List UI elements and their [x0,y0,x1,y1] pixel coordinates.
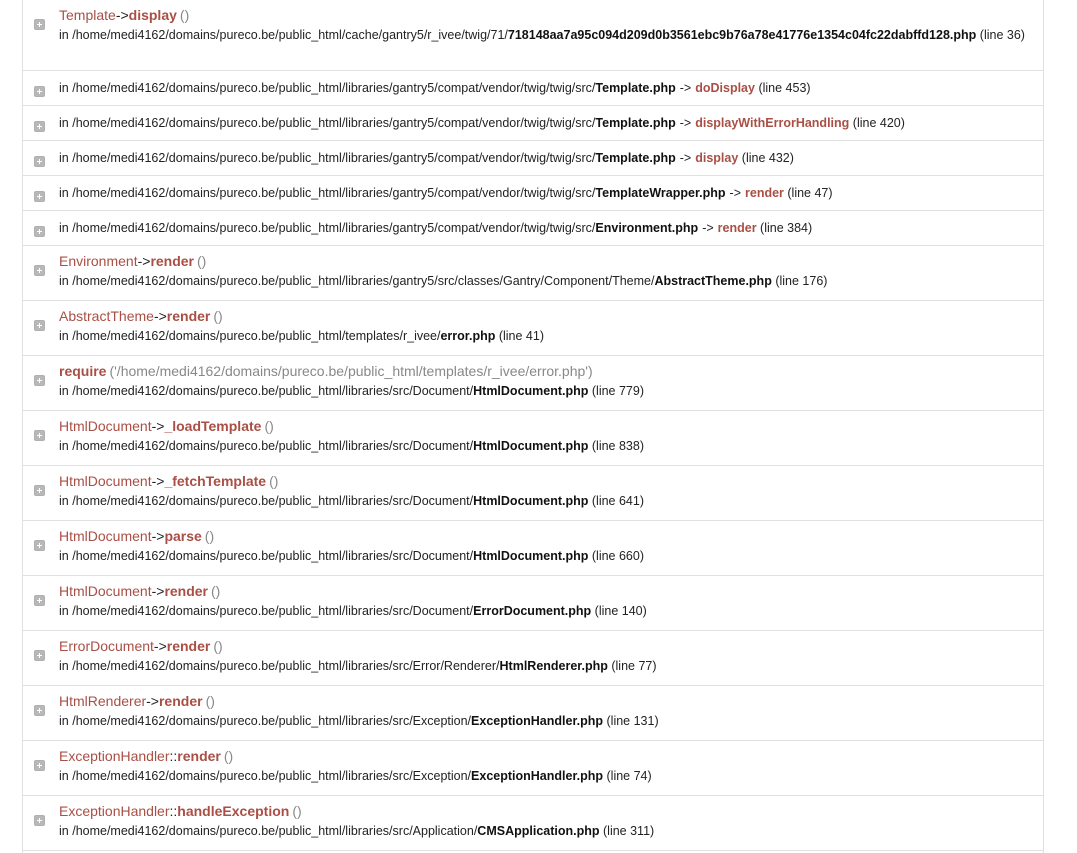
trace-frame [23,466,1043,521]
line-number: (line 176) [775,274,828,288]
file-name: HtmlRenderer.php [499,659,608,673]
file-name: HtmlDocument.php [473,494,589,508]
frame-operator: -> [151,528,165,544]
frame-function[interactable]: render [166,308,211,324]
trace-frame [23,141,1043,176]
file-name: 718148aa7a95c094d209d0b3561ebc9b76a78e41776e1354c04fc22dabffd128.php [507,28,977,42]
file-name: Template.php [595,116,676,130]
file-name: ExceptionHandler.php [471,714,604,728]
file-name: Template.php [595,151,676,165]
file-name: Template.php [595,81,676,95]
in-label: in [59,659,69,673]
file-path: /home/medi4162/domains/pureco.be/public_html/libraries/gantry5/compat/vendor/twig/twig/src/ [72,81,596,95]
file-path: /home/medi4162/domains/pureco.be/public_html/libraries/src/Document/ [72,604,474,618]
frame-operator: -> [137,253,151,269]
trace-frame [23,301,1043,356]
frame-location [59,712,659,730]
file-name: error.php [440,329,496,343]
frame-call [59,693,215,709]
expand-toggle-icon[interactable] [34,430,45,441]
frame-class: AbstractTheme [59,308,154,324]
file-path: /home/medi4162/domains/pureco.be/public_html/cache/gantry5/r_ivee/twig/71/ [72,28,508,42]
frame-call [59,473,278,489]
expand-toggle-icon[interactable] [34,156,45,167]
frame-call [59,528,214,544]
frame-call [59,418,274,434]
trace-frame [23,631,1043,686]
line-number: (line 420) [852,116,905,130]
frame-location [59,437,644,455]
frame-class: ErrorDocument [59,638,154,654]
file-path: /home/medi4162/domains/pureco.be/public_html/libraries/gantry5/compat/vendor/twig/twig/src/ [72,116,596,130]
in-label: in [59,274,69,288]
frame-location [59,547,644,565]
frame-location [59,184,833,202]
trace-frame [23,106,1043,141]
frame-args: () [269,473,279,489]
trace-frame [23,411,1043,466]
line-number: (line 453) [758,81,811,95]
frame-operator: :: [169,748,178,764]
frame-function[interactable]: displayWithErrorHandling [695,116,850,130]
frame-args: () [205,693,215,709]
file-name: ErrorDocument.php [473,604,592,618]
frame-function[interactable]: parse [164,528,202,544]
line-number: (line 36) [979,28,1025,42]
in-label: in [59,329,69,343]
frame-call [59,7,189,23]
expand-toggle-icon[interactable] [34,226,45,237]
expand-toggle-icon[interactable] [34,485,45,496]
in-label: in [59,769,69,783]
frame-call [59,638,223,654]
frame-location [59,327,544,345]
stack-trace [22,0,1044,853]
frame-args: () [223,748,234,764]
file-path: /home/medi4162/domains/pureco.be/public_html/libraries/src/Document/ [72,549,474,563]
frame-args: () [204,528,215,544]
frame-location [59,657,657,675]
file-name: HtmlDocument.php [473,549,589,563]
trace-frame [23,741,1043,796]
file-path: /home/medi4162/domains/pureco.be/public_html/libraries/src/Application/ [72,824,478,838]
file-path: /home/medi4162/domains/pureco.be/public_html/libraries/gantry5/compat/vendor/twig/twig/src/ [72,221,596,235]
frame-call [59,748,233,764]
frame-function[interactable]: _fetchTemplate [164,473,267,489]
in-label: in [59,549,69,563]
frame-function[interactable]: render [150,253,195,269]
expand-toggle-icon[interactable] [34,86,45,97]
frame-class: HtmlDocument [59,528,152,544]
frame-function[interactable]: display [695,151,739,165]
call-arrow: -> [729,186,741,200]
file-path: /home/medi4162/domains/pureco.be/public_html/libraries/src/Document/ [72,384,474,398]
frame-call [59,308,223,324]
expand-toggle-icon[interactable] [34,595,45,606]
frame-location [59,822,654,840]
trace-frame [23,176,1043,211]
line-number: (line 131) [606,714,659,728]
frame-location [59,219,812,237]
trace-frame [23,246,1043,301]
frame-class: ExceptionHandler [59,748,170,764]
frame-operator: -> [151,583,165,599]
frame-class: Environment [59,253,138,269]
trace-frame [23,521,1043,576]
frame-location [59,767,652,785]
line-number: (line 660) [591,549,645,563]
trace-frame [23,796,1043,851]
file-path: /home/medi4162/domains/pureco.be/public_html/libraries/src/Exception/ [72,714,472,728]
line-number: (line 77) [611,659,657,673]
frame-operator: -> [146,693,159,709]
frame-args: () [264,418,274,434]
file-path: /home/medi4162/domains/pureco.be/public_html/libraries/gantry5/compat/vendor/twig/twig/src/ [72,186,596,200]
frame-location [59,114,905,132]
frame-class: HtmlDocument [59,583,152,599]
in-label: in [59,604,69,618]
frame-class: ExceptionHandler [59,803,170,819]
expand-toggle-icon[interactable] [34,375,45,386]
frame-function[interactable]: _loadTemplate [164,418,262,434]
frame-function[interactable]: handleException [177,803,290,819]
frame-operator: -> [151,473,165,489]
line-number: (line 41) [498,329,545,343]
file-name: Environment.php [595,221,699,235]
line-number: (line 779) [591,384,645,398]
file-path: /home/medi4162/domains/pureco.be/public_html/libraries/src/Document/ [72,494,474,508]
expand-toggle-icon[interactable] [34,191,45,202]
trace-frame [23,356,1043,411]
in-label: in [59,28,69,42]
trace-frame [23,71,1043,106]
line-number: (line 74) [606,769,652,783]
frame-args: () [179,7,190,23]
file-name: ExceptionHandler.php [471,769,604,783]
file-path: /home/medi4162/domains/pureco.be/public_html/libraries/src/Exception/ [72,769,472,783]
file-path: /home/medi4162/domains/pureco.be/public_html/templates/r_ivee/ [72,329,441,343]
frame-function[interactable]: render [166,638,211,654]
expand-toggle-icon[interactable] [34,540,45,551]
line-number: (line 641) [591,494,645,508]
file-name: AbstractTheme.php [654,274,772,288]
expand-toggle-icon[interactable] [34,121,45,132]
frame-location [59,492,644,510]
line-number: (line 384) [760,221,813,235]
frame-operator: -> [153,638,167,654]
call-arrow: -> [679,151,692,165]
trace-frame [23,211,1043,246]
frame-function[interactable]: render [717,221,757,235]
frame-class: HtmlDocument [59,418,152,434]
frame-call [59,363,593,379]
frame-call [59,253,206,269]
file-path: /home/medi4162/domains/pureco.be/public_html/libraries/src/Error/Renderer/ [72,659,500,673]
frame-class: HtmlDocument [59,473,152,489]
frame-function[interactable]: display [128,7,177,23]
expand-toggle-icon[interactable] [34,19,45,30]
line-number: (line 311) [603,824,655,838]
frame-function[interactable]: render [177,748,221,764]
expand-toggle-icon[interactable] [34,815,45,826]
file-name: HtmlDocument.php [473,384,589,398]
frame-location [59,272,827,290]
in-label: in [59,824,69,838]
in-label: in [59,116,69,130]
frame-function[interactable]: doDisplay [695,81,755,95]
frame-location [59,149,794,167]
line-number: (line 838) [591,439,645,453]
frame-operator: -> [151,418,165,434]
frame-args: () [197,253,207,269]
call-arrow: -> [702,221,714,235]
frame-call [59,803,302,819]
frame-operator: :: [169,803,178,819]
in-label: in [59,151,69,165]
in-label: in [59,494,69,508]
line-number: (line 47) [787,186,833,200]
line-number: (line 432) [741,151,794,165]
expand-toggle-icon[interactable] [34,320,45,331]
frame-args: ('/home/medi4162/domains/pureco.be/public_html/templates/r_ivee/error.php') [109,363,593,379]
in-label: in [59,384,69,398]
in-label: in [59,186,69,200]
trace-frame [23,0,1043,71]
frame-args: () [213,308,223,324]
frame-call [59,583,220,599]
frame-function[interactable]: render [158,693,203,709]
frame-location [59,382,644,400]
file-path: /home/medi4162/domains/pureco.be/public_html/libraries/src/Document/ [72,439,474,453]
frame-function[interactable]: render [164,583,209,599]
file-name: CMSApplication.php [477,824,600,838]
trace-frame [23,576,1043,631]
frame-args: () [292,803,302,819]
frame-function[interactable]: require [59,363,107,379]
file-path: /home/medi4162/domains/pureco.be/public_html/libraries/gantry5/src/classes/Gantry/Component/Theme/ [72,274,655,288]
file-path: /home/medi4162/domains/pureco.be/public_html/libraries/gantry5/compat/vendor/twig/twig/src/ [72,151,596,165]
frame-args: () [213,638,223,654]
expand-toggle-icon[interactable] [34,760,45,771]
in-label: in [59,81,69,95]
in-label: in [59,221,69,235]
expand-toggle-icon[interactable] [34,705,45,716]
trace-frame [23,686,1043,741]
in-label: in [59,439,69,453]
frame-function[interactable]: render [745,186,784,200]
file-name: HtmlDocument.php [473,439,589,453]
frame-location [59,26,1029,44]
frame-location [59,602,647,620]
file-name: TemplateWrapper.php [595,186,726,200]
frame-operator: -> [153,308,167,324]
frame-location [59,79,811,97]
call-arrow: -> [679,116,692,130]
expand-toggle-icon[interactable] [34,265,45,276]
line-number: (line 140) [594,604,647,618]
frame-class: Template [59,7,116,23]
expand-toggle-icon[interactable] [34,650,45,661]
call-arrow: -> [679,81,692,95]
frame-operator: -> [115,7,129,23]
in-label: in [59,714,69,728]
frame-class: HtmlRenderer [59,693,147,709]
frame-args: () [211,583,221,599]
